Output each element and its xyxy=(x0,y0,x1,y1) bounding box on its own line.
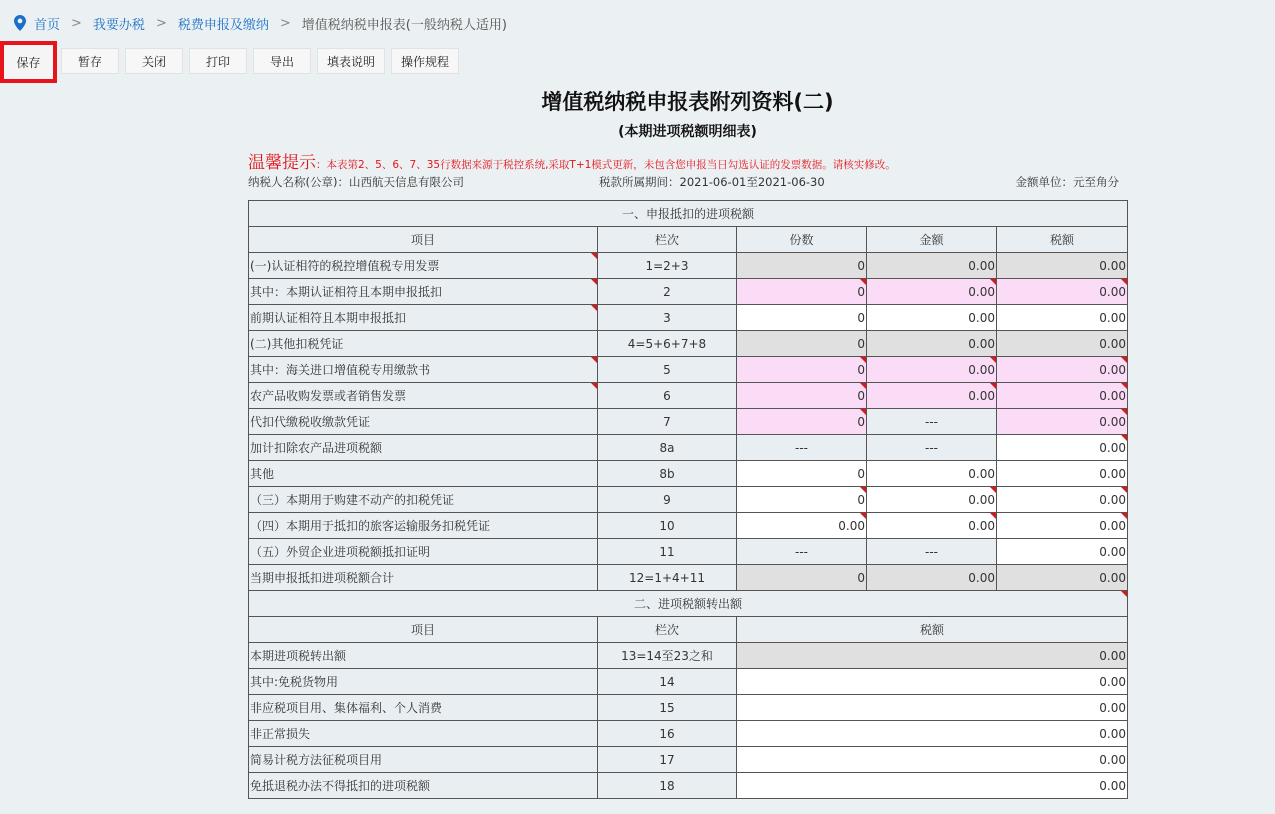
count-input[interactable]: 0 xyxy=(737,279,867,305)
count-input[interactable]: 0 xyxy=(737,461,867,487)
tax-cell: 0.00 xyxy=(997,565,1128,591)
row-name: 农产品收购发票或者销售发票 xyxy=(249,383,598,409)
amount-input[interactable]: 0.00 xyxy=(867,487,997,513)
row-code: 8a xyxy=(598,435,737,461)
comment-marker-icon xyxy=(860,487,866,493)
tax-input[interactable]: 0.00 xyxy=(997,279,1128,305)
row-name: 加计扣除农产品进项税额 xyxy=(249,435,598,461)
tax-input[interactable]: 0.00 xyxy=(997,435,1128,461)
row-code: 15 xyxy=(598,695,737,721)
tax-input[interactable]: 0.00 xyxy=(737,721,1128,747)
section2-title: 二、进项税额转出额 xyxy=(249,591,1128,617)
count-na: --- xyxy=(737,539,867,565)
count-cell: 0 xyxy=(737,565,867,591)
comment-marker-icon xyxy=(990,383,996,389)
table-row xyxy=(249,773,1128,799)
export-button[interactable]: 导出 xyxy=(253,48,311,74)
table-row xyxy=(249,357,1128,383)
comment-marker-icon xyxy=(990,357,996,363)
count-input[interactable]: 0.00 xyxy=(737,513,867,539)
row-name: 代扣代缴税收缴款凭证 xyxy=(249,409,598,435)
section1-title: 一、申报抵扣的进项税额 xyxy=(249,201,1128,227)
tax-input[interactable]: 0.00 xyxy=(997,383,1128,409)
amount-na: --- xyxy=(867,435,997,461)
input-tax-table xyxy=(248,200,1128,799)
amount-input[interactable]: 0.00 xyxy=(867,279,997,305)
header-item: 项目 xyxy=(249,617,598,643)
amount-cell: 0.00 xyxy=(867,565,997,591)
breadcrumb-separator: > xyxy=(155,15,167,31)
comment-marker-icon xyxy=(990,487,996,493)
count-input[interactable]: 0 xyxy=(737,409,867,435)
header-code: 栏次 xyxy=(598,617,737,643)
row-code: 1=2+3 xyxy=(598,253,737,279)
tax-input[interactable]: 0.00 xyxy=(997,357,1128,383)
comment-marker-icon xyxy=(860,279,866,285)
table-row xyxy=(249,669,1128,695)
amount-unit: 金额单位：元至角分 xyxy=(1015,175,1119,189)
row-name: 简易计税方法征税项目用 xyxy=(249,747,598,773)
count-input[interactable]: 0 xyxy=(737,383,867,409)
row-name: 当期申报抵扣进项税额合计 xyxy=(249,565,598,591)
comment-marker-icon xyxy=(1121,513,1127,519)
comment-marker-icon xyxy=(860,383,866,389)
amount-input[interactable]: 0.00 xyxy=(867,305,997,331)
amount-na: --- xyxy=(867,409,997,435)
breadcrumb-my-tax[interactable]: 我要办税 xyxy=(92,17,145,33)
taxpayer-name: 纳税人名称(公章)：山西航天信息有限公司 xyxy=(248,175,464,189)
row-code: 12=1+4+11 xyxy=(598,565,737,591)
row-name: 非正常损失 xyxy=(249,721,598,747)
comment-marker-icon xyxy=(591,253,597,259)
count-cell: 0 xyxy=(737,331,867,357)
table-row xyxy=(249,305,1128,331)
table-row xyxy=(249,747,1128,773)
comment-marker-icon xyxy=(860,513,866,519)
breadcrumb-current: 增值税纳税申报表(一般纳税人适用) xyxy=(301,17,507,33)
comment-marker-icon xyxy=(591,357,597,363)
breadcrumb-separator: > xyxy=(279,15,291,31)
table-row xyxy=(249,487,1128,513)
save-button[interactable]: 保存 xyxy=(0,41,57,83)
row-name: （三）本期用于购建不动产的扣税凭证 xyxy=(249,487,598,513)
row-code: 16 xyxy=(598,721,737,747)
row-code: 9 xyxy=(598,487,737,513)
row-name: 其中:免税货物用 xyxy=(249,669,598,695)
comment-marker-icon xyxy=(1121,279,1127,285)
close-button[interactable]: 关闭 xyxy=(125,48,183,74)
row-code: 13=14至23之和 xyxy=(598,643,737,669)
tax-input[interactable]: 0.00 xyxy=(737,747,1128,773)
table-row xyxy=(249,331,1128,357)
count-input[interactable]: 0 xyxy=(737,487,867,513)
comment-marker-icon xyxy=(860,357,866,363)
location-pin-icon xyxy=(14,15,26,31)
print-button[interactable]: 打印 xyxy=(189,48,247,74)
notice-title: 温馨提示 xyxy=(248,153,316,173)
comment-marker-icon xyxy=(1121,591,1127,597)
row-code: 8b xyxy=(598,461,737,487)
comment-marker-icon xyxy=(860,409,866,415)
comment-marker-icon xyxy=(1121,357,1127,363)
tax-input[interactable]: 0.00 xyxy=(997,513,1128,539)
amount-input[interactable]: 0.00 xyxy=(867,383,997,409)
tax-cell: 0.00 xyxy=(737,643,1128,669)
table-row xyxy=(249,409,1128,435)
comment-marker-icon xyxy=(1121,487,1127,493)
row-name: 本期进项税转出额 xyxy=(249,643,598,669)
row-code: 5 xyxy=(598,357,737,383)
table-row xyxy=(249,565,1128,591)
count-cell: 0 xyxy=(737,253,867,279)
breadcrumb-tax-filing[interactable]: 税费申报及缴纳 xyxy=(177,17,269,33)
comment-marker-icon xyxy=(591,383,597,389)
comment-marker-icon xyxy=(1121,383,1127,389)
header-tax: 税额 xyxy=(997,227,1128,253)
row-code: 2 xyxy=(598,279,737,305)
tax-cell: 0.00 xyxy=(997,253,1128,279)
breadcrumb-home[interactable]: 首页 xyxy=(34,17,61,33)
count-na: --- xyxy=(737,435,867,461)
row-name: 其中：本期认证相符且本期申报抵扣 xyxy=(249,279,598,305)
tax-input[interactable]: 0.00 xyxy=(997,461,1128,487)
table-row xyxy=(249,539,1128,565)
tax-input[interactable]: 0.00 xyxy=(997,487,1128,513)
tax-input[interactable]: 0.00 xyxy=(997,539,1128,565)
header-count: 份数 xyxy=(737,227,867,253)
table-row xyxy=(249,513,1128,539)
row-code: 17 xyxy=(598,747,737,773)
comment-marker-icon xyxy=(1121,435,1127,441)
row-code: 6 xyxy=(598,383,737,409)
tax-cell: 0.00 xyxy=(997,331,1128,357)
row-code: 18 xyxy=(598,773,737,799)
tax-input[interactable]: 0.00 xyxy=(997,305,1128,331)
row-name: 免抵退税办法不得抵扣的进项税额 xyxy=(249,773,598,799)
row-code: 7 xyxy=(598,409,737,435)
amount-input[interactable]: 0.00 xyxy=(867,357,997,383)
breadcrumb xyxy=(14,11,507,35)
table-row xyxy=(249,643,1128,669)
row-name: 其他 xyxy=(249,461,598,487)
row-name: (一)认证相符的税控增值税专用发票 xyxy=(249,253,598,279)
amount-cell: 0.00 xyxy=(867,253,997,279)
table-row xyxy=(249,721,1128,747)
notice-text: ：本表第2、5、6、7、35行数据来源于税控系统,采取T+1模式更新，未包含您申报当日勾选认证的发票数据。请核实修改。 xyxy=(316,159,896,171)
tax-input[interactable]: 0.00 xyxy=(737,669,1128,695)
row-name: （四）本期用于抵扣的旅客运输服务扣税凭证 xyxy=(249,513,598,539)
row-code: 14 xyxy=(598,669,737,695)
row-name: (二)其他扣税凭证 xyxy=(249,331,598,357)
table-row xyxy=(249,279,1128,305)
header-amount: 金额 xyxy=(867,227,997,253)
row-name: 其中：海关进口增值税专用缴款书 xyxy=(249,357,598,383)
table-row xyxy=(249,253,1128,279)
row-name: 前期认证相符且本期申报抵扣 xyxy=(249,305,598,331)
form-subtitle: (本期进项税额明细表) xyxy=(618,124,757,140)
fill-guide-button[interactable]: 填表说明 xyxy=(317,48,385,74)
breadcrumb-separator: > xyxy=(71,15,82,31)
row-name: 非应税项目用、集体福利、个人消费 xyxy=(249,695,598,721)
comment-marker-icon xyxy=(591,305,597,311)
tax-input[interactable]: 0.00 xyxy=(737,773,1128,799)
row-code: 4=5+6+7+8 xyxy=(598,331,737,357)
count-input[interactable]: 0 xyxy=(737,357,867,383)
amount-cell: 0.00 xyxy=(867,331,997,357)
comment-marker-icon xyxy=(990,513,996,519)
table-row xyxy=(249,383,1128,409)
header-item: 项目 xyxy=(249,227,598,253)
row-code: 3 xyxy=(598,305,737,331)
header-code: 栏次 xyxy=(598,227,737,253)
procedure-button[interactable]: 操作规程 xyxy=(391,48,459,74)
form-title: 增值税纳税申报表附列资料(二) xyxy=(541,90,834,114)
row-name: （五）外贸企业进项税额抵扣证明 xyxy=(249,539,598,565)
tax-period: 税款所属期间：2021-06-01至2021-06-30 xyxy=(599,175,825,189)
warm-notice xyxy=(248,148,896,173)
comment-marker-icon xyxy=(1121,409,1127,415)
amount-na: --- xyxy=(867,539,997,565)
tax-input[interactable]: 0.00 xyxy=(737,695,1128,721)
table-row xyxy=(249,695,1128,721)
comment-marker-icon xyxy=(990,279,996,285)
temp-save-button[interactable]: 暂存 xyxy=(61,48,119,74)
row-code: 11 xyxy=(598,539,737,565)
count-input[interactable]: 0 xyxy=(737,305,867,331)
tax-input[interactable]: 0.00 xyxy=(997,409,1128,435)
toolbar xyxy=(0,41,480,83)
row-code: 10 xyxy=(598,513,737,539)
table-row xyxy=(249,435,1128,461)
table-row xyxy=(249,461,1128,487)
header-tax: 税额 xyxy=(737,617,1128,643)
amount-input[interactable]: 0.00 xyxy=(867,513,997,539)
comment-marker-icon xyxy=(591,279,597,285)
amount-input[interactable]: 0.00 xyxy=(867,461,997,487)
